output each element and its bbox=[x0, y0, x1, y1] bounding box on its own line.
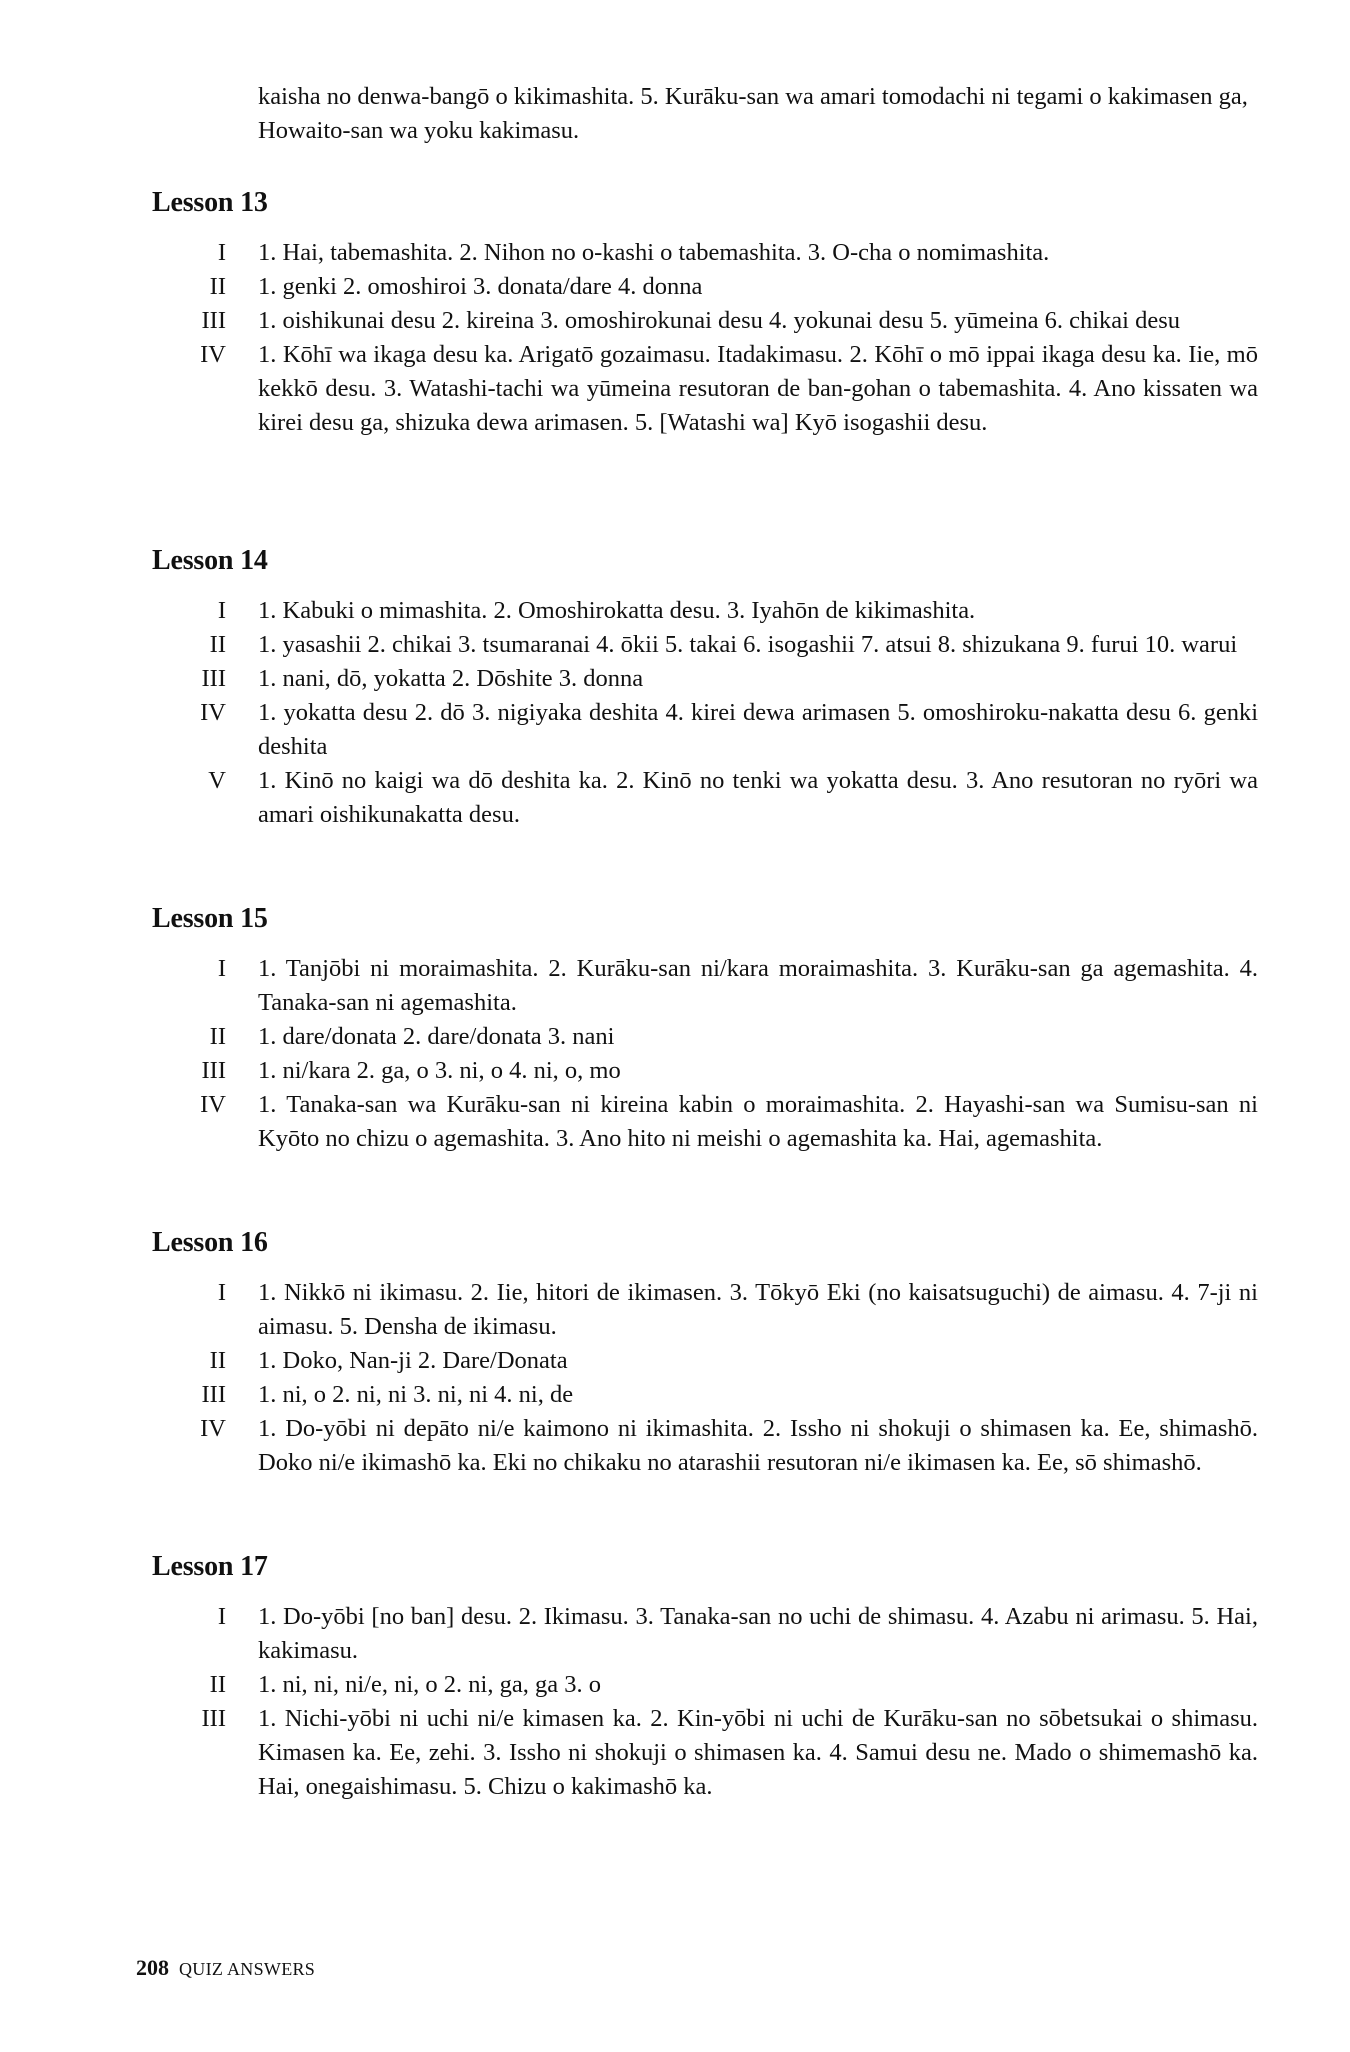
exercise-answer: 1. Nikkō ni ikimasu. 2. Iie, hitori de ikimasen. 3. Tōkyō Eki (no kaisatsuguchi) de aimasu. 4. 7-ji ni aimasu. 5. Densha de ikimasu. bbox=[258, 1279, 1258, 1340]
exercise-number: II bbox=[209, 1023, 226, 1050]
exercise-answer: 1. Tanjōbi ni moraimashita. 2. Kurāku-san ni/kara moraimashita. 3. Kurāku-san ga agemashita. 4. Tanaka-san ni agemashita. bbox=[258, 955, 1258, 1016]
page-footer bbox=[136, 1953, 315, 1984]
exercise-item bbox=[152, 1054, 1258, 1088]
exercise-item bbox=[152, 764, 1258, 832]
lesson-heading: Lesson 14 bbox=[152, 545, 268, 576]
lesson-17-section bbox=[152, 1550, 1258, 1804]
exercise-number: IV bbox=[200, 341, 226, 368]
exercise-item bbox=[152, 1702, 1258, 1804]
lesson-heading: Lesson 15 bbox=[152, 903, 268, 934]
exercise-answer: 1. Kabuki o mimashita. 2. Omoshirokatta desu. 3. Iyahōn de kikimashita. bbox=[258, 597, 976, 624]
continuation-text: kaisha no denwa-bangō o kikimashita. 5. Kurāku-san wa amari tomodachi ni tegami o kakimasen ga, Howaito-san wa yoku kakimasu. bbox=[258, 83, 1248, 144]
exercise-number: III bbox=[201, 1705, 226, 1732]
exercise-answer: 1. Tanaka-san wa Kurāku-san ni kireina kabin o moraimashita. 2. Hayashi-san wa Sumisu-san ni Kyōto no chizu o agemashita. 3. Ano hito ni meishi o agemashita ka. Hai, agemashita. bbox=[258, 1091, 1258, 1152]
exercise-item bbox=[152, 594, 1258, 628]
exercise-number: I bbox=[217, 955, 226, 982]
lesson-heading: Lesson 17 bbox=[152, 1551, 268, 1582]
exercise-answer: 1. ni, o 2. ni, ni 3. ni, ni 4. ni, de bbox=[258, 1381, 574, 1408]
exercise-item bbox=[152, 236, 1258, 270]
exercise-answer: 1. Do-yōbi ni depāto ni/e kaimono ni ikimashita. 2. Issho ni shokuji o shimasen ka. Ee, shimashō. Doko ni/e ikimashō ka. Eki no chikaku no atarashii resutoran ni/e ikimasen ka. Ee, sō shimashō. bbox=[258, 1415, 1258, 1476]
exercise-number: III bbox=[201, 665, 226, 692]
exercise-number: III bbox=[201, 1057, 226, 1084]
exercise-number: II bbox=[209, 273, 226, 300]
exercise-number: I bbox=[217, 1603, 226, 1630]
exercise-number: IV bbox=[200, 1415, 226, 1442]
exercise-answer: 1. Nichi-yōbi ni uchi ni/e kimasen ka. 2. Kin-yōbi ni uchi de Kurāku-san no sōbetsukai o shimasu. Kimasen ka. Ee, zehi. 3. Issho ni shokuji o shimasen ka. 4. Samui desu ne. Mado o shimemashō ka. Hai, onegaishimasu. 5. Chizu o kakimashō ka. bbox=[258, 1705, 1258, 1800]
exercise-answer: 1. ni, ni, ni/e, ni, o 2. ni, ga, ga 3. o bbox=[258, 1671, 601, 1698]
exercise-number: II bbox=[209, 1347, 226, 1374]
exercise-answer: 1. genki 2. omoshiroi 3. donata/dare 4. donna bbox=[258, 273, 703, 300]
exercise-answer: 1. dare/donata 2. dare/donata 3. nani bbox=[258, 1023, 615, 1050]
exercise-item bbox=[152, 338, 1258, 440]
exercise-answer: 1. Kōhī wa ikaga desu ka. Arigatō gozaimasu. Itadakimasu. 2. Kōhī o mō ippai ikaga desu ka. Iie, mō kekkō desu. 3. Watashi-tachi wa yūmeina resutoran de ban-gohan o tabemashita. 4. Ano kissaten wa kirei desu ga, shizuka dewa arimasen. 5. [Watashi wa] Kyō isogashii desu. bbox=[258, 341, 1258, 436]
exercise-number: III bbox=[201, 1381, 226, 1408]
exercise-answer: 1. Doko, Nan-ji 2. Dare/Donata bbox=[258, 1347, 568, 1374]
exercise-number: I bbox=[217, 1279, 226, 1306]
exercise-number: V bbox=[208, 767, 226, 794]
exercise-number: II bbox=[209, 631, 226, 658]
exercise-item bbox=[152, 662, 1258, 696]
exercise-item bbox=[152, 1600, 1258, 1668]
exercise-item bbox=[152, 1020, 1258, 1054]
lesson-heading: Lesson 16 bbox=[152, 1227, 268, 1258]
exercise-number: I bbox=[217, 597, 226, 624]
exercise-item bbox=[152, 628, 1258, 662]
exercise-item bbox=[152, 270, 1258, 304]
exercise-item bbox=[152, 1378, 1258, 1412]
page-number: 208 bbox=[136, 1955, 169, 1980]
exercise-answer: 1. Kinō no kaigi wa dō deshita ka. 2. Kinō no tenki wa yokatta desu. 3. Ano resutoran no ryōri wa amari oishikunakatta desu. bbox=[258, 767, 1258, 828]
exercise-answer: 1. ni/kara 2. ga, o 3. ni, o 4. ni, o, mo bbox=[258, 1057, 621, 1084]
exercise-item bbox=[152, 1668, 1258, 1702]
exercise-answer: 1. yokatta desu 2. dō 3. nigiyaka deshita 4. kirei dewa arimasen 5. omoshiroku-nakatta desu 6. genki deshita bbox=[258, 699, 1258, 760]
exercise-answer: 1. Hai, tabemashita. 2. Nihon no o-kashi o tabemashita. 3. O-cha o nomimashita. bbox=[258, 239, 1050, 266]
exercise-item bbox=[152, 1088, 1258, 1156]
exercise-number: I bbox=[217, 239, 226, 266]
lesson-heading: Lesson 13 bbox=[152, 187, 268, 218]
exercise-number: II bbox=[209, 1671, 226, 1698]
exercise-item bbox=[152, 1344, 1258, 1378]
lesson-15-section bbox=[152, 902, 1258, 1156]
exercise-answer: 1. Do-yōbi [no ban] desu. 2. Ikimasu. 3. Tanaka-san no uchi de shimasu. 4. Azabu ni arimasu. 5. Hai, kakimasu. bbox=[258, 1603, 1258, 1664]
exercise-answer: 1. yasashii 2. chikai 3. tsumaranai 4. ōkii 5. takai 6. isogashii 7. atsui 8. shizukana 9. furui 10. warui bbox=[258, 631, 1238, 658]
exercise-item bbox=[152, 304, 1258, 338]
lesson-14-section bbox=[152, 544, 1258, 832]
exercise-number: IV bbox=[200, 1091, 226, 1118]
lesson-13-section bbox=[152, 186, 1258, 440]
exercise-answer: 1. oishikunai desu 2. kireina 3. omoshirokunai desu 4. yokunai desu 5. yūmeina 6. chikai desu bbox=[258, 307, 1181, 334]
exercise-item bbox=[152, 696, 1258, 764]
running-footer-label: QUIZ ANSWERS bbox=[179, 1959, 316, 1979]
exercise-item bbox=[152, 1412, 1258, 1480]
exercise-item bbox=[152, 952, 1258, 1020]
lesson-16-section bbox=[152, 1226, 1258, 1480]
exercise-answer: 1. nani, dō, yokatta 2. Dōshite 3. donna bbox=[258, 665, 644, 692]
exercise-number: IV bbox=[200, 699, 226, 726]
exercise-number: III bbox=[201, 307, 226, 334]
exercise-item bbox=[152, 1276, 1258, 1344]
